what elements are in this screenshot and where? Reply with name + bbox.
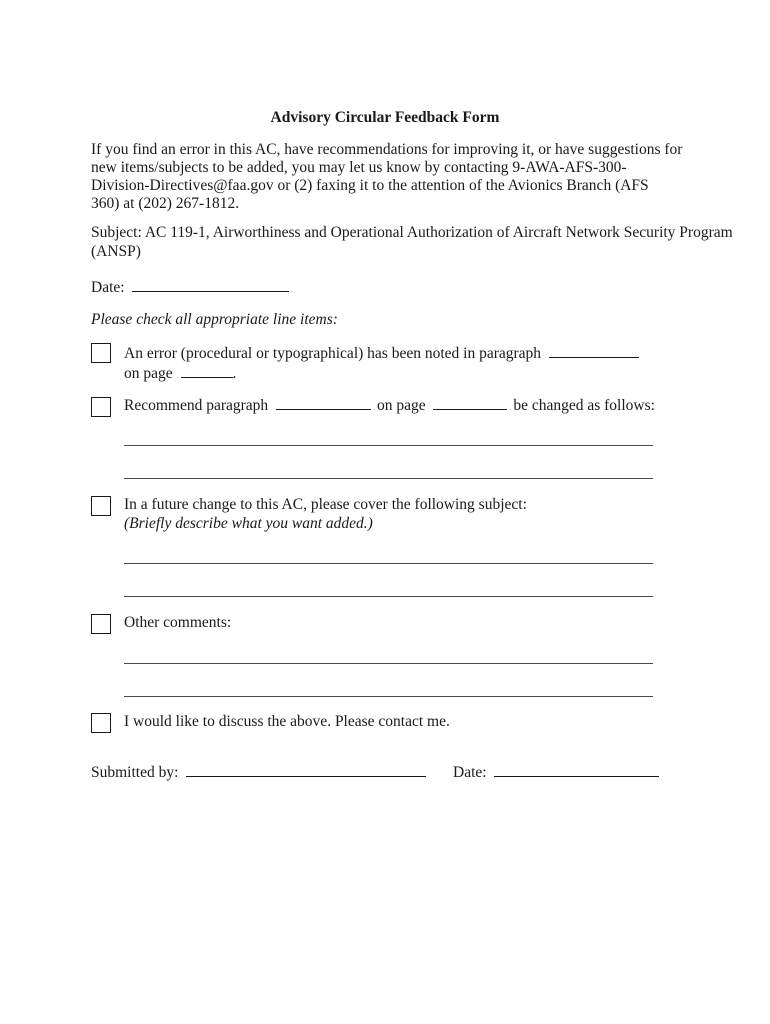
future-change-hint: (Briefly describe what you want added.) [124, 514, 373, 532]
future-change-answer-line[interactable] [124, 563, 653, 564]
date-row [91, 278, 289, 297]
intro-line: new items/subjects to be added, you may let us know by contacting 9-AWA-AFS-300- [91, 159, 627, 176]
recommend-answer-line[interactable] [124, 478, 653, 479]
recommend-answer-line[interactable] [124, 445, 653, 446]
footer-date-label: Date: [453, 764, 487, 781]
recommend-page-field[interactable] [433, 396, 507, 410]
future-change-text: In a future change to this AC, please cover the following subject: [124, 496, 527, 513]
other-comments-answer-line[interactable] [124, 663, 653, 664]
changed-as-follows-text: be changed as follows: [513, 397, 655, 414]
submitted-by-row [91, 763, 426, 782]
footer-date-row [453, 763, 659, 782]
recommend-text: Recommend paragraph [124, 397, 269, 414]
item-error-text: An error (procedural or typographical) has been noted in paragraph [124, 345, 542, 362]
item-recommend-change [124, 396, 655, 416]
on-page-label: on page [124, 364, 173, 382]
other-comments-answer-line[interactable] [124, 696, 653, 697]
form-title: Advisory Circular Feedback Form [270, 109, 500, 126]
other-comments-checkbox[interactable] [91, 614, 111, 634]
intro-line: Division-Directives@faa.gov or (2) faxing it to the attention of the Avionics Branch (AFS [91, 177, 649, 194]
intro-line: 360) at (202) 267-1812. [91, 195, 240, 212]
future-change-answer-line[interactable] [124, 596, 653, 597]
future-change-checkbox[interactable] [91, 496, 111, 516]
subject-line [91, 224, 733, 261]
recommend-paragraph-field[interactable] [276, 396, 371, 410]
intro-paragraph [91, 141, 682, 213]
on-page-label: on page [376, 397, 426, 414]
other-comments-text: Other comments: [124, 614, 232, 631]
intro-line: If you find an error in this AC, have recommendations for improving it, or have suggestions for [91, 141, 683, 158]
footer-date-field[interactable] [494, 763, 659, 777]
submitted-by-label: Submitted by: [91, 764, 179, 781]
page-field[interactable] [181, 364, 233, 378]
instruction-text: Please check all appropriate line items: [91, 311, 338, 328]
subject-text: Subject: AC 119-1, Airworthiness and Operational Authorization of Aircraft Network Security Program [91, 224, 733, 241]
error-noted-checkbox[interactable] [91, 343, 111, 363]
paragraph-field[interactable] [549, 344, 639, 358]
period-text: . [232, 364, 237, 382]
date-field[interactable] [132, 278, 289, 292]
subject-text: (ANSP) [91, 242, 141, 260]
contact-me-text: I would like to discuss the above. Please contact me. [124, 713, 450, 730]
recommend-change-checkbox[interactable] [91, 397, 111, 417]
item-error-noted [124, 344, 639, 383]
date-label: Date: [91, 279, 125, 296]
contact-me-checkbox[interactable] [91, 713, 111, 733]
submitted-by-field[interactable] [186, 763, 426, 777]
item-future-change [124, 496, 527, 533]
